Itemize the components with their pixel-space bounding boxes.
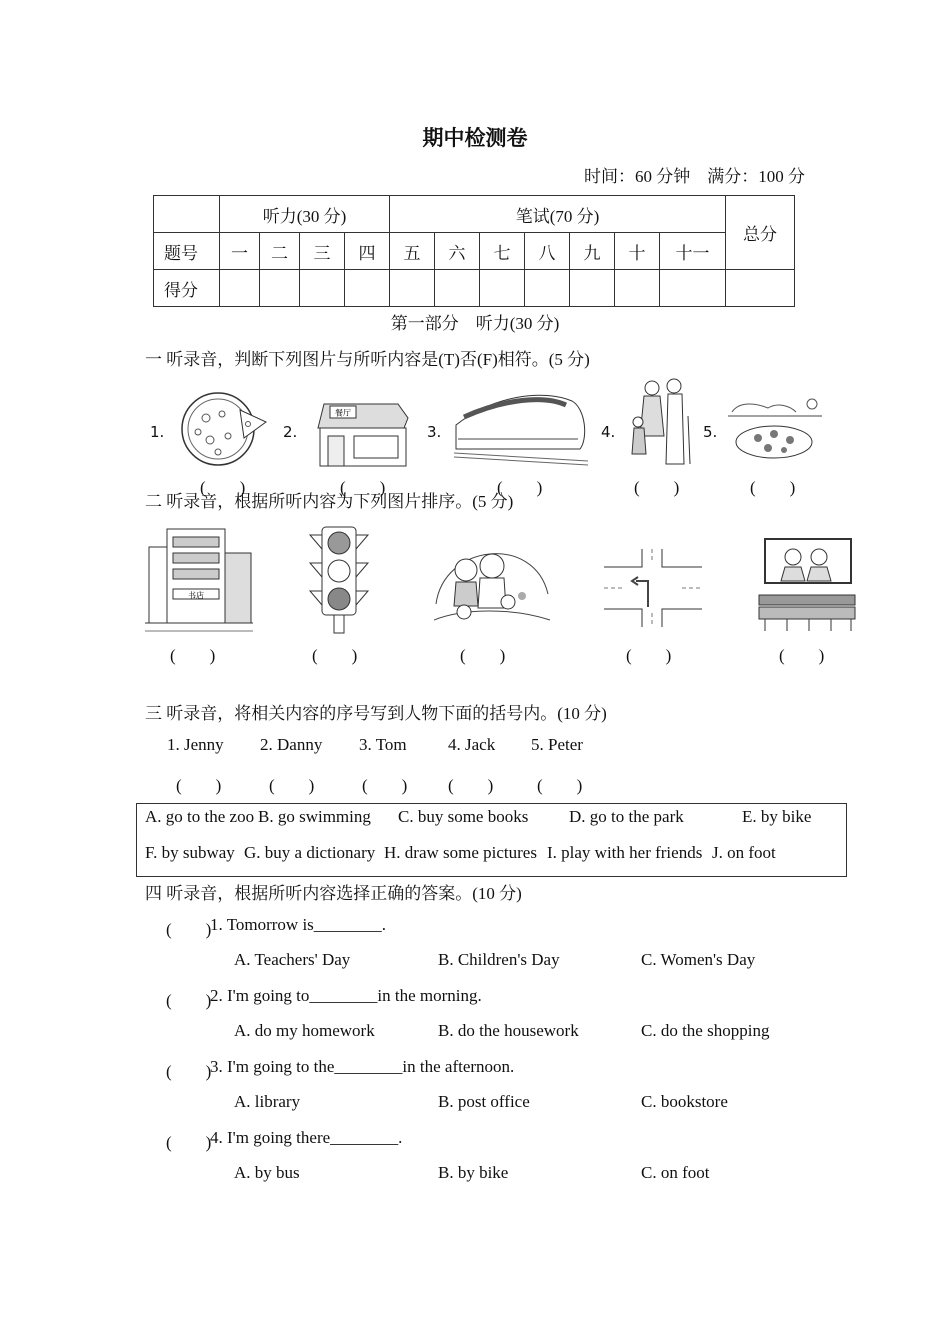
score-cell[interactable]	[726, 270, 795, 307]
person-name: 5. Peter	[531, 735, 583, 754]
score-cell[interactable]	[570, 270, 615, 307]
score-cell[interactable]	[480, 270, 525, 307]
choice-b[interactable]: B. by bike	[438, 1163, 509, 1182]
item-number: 5.	[703, 423, 718, 441]
person-name: 4. Jack	[448, 735, 496, 754]
item-number: 2.	[283, 423, 298, 441]
page-title: 期中检测卷	[422, 126, 528, 150]
table-cell: 二	[260, 233, 300, 270]
option: E. by bike	[742, 807, 812, 826]
option: G. buy a dictionary	[244, 843, 376, 862]
question-text: 1. Tomorrow is________.	[210, 915, 387, 934]
option: D. go to the park	[569, 807, 684, 826]
table-corner	[154, 196, 220, 233]
answer-bracket[interactable]: ( )	[626, 646, 672, 665]
answer-bracket[interactable]: ( )	[166, 1062, 212, 1081]
item-number: 4.	[601, 423, 616, 441]
writing-header: 笔试(70 分)	[390, 196, 726, 233]
choice-c[interactable]: C. Women's Day	[641, 950, 756, 969]
choice-c[interactable]: C. do the shopping	[641, 1021, 770, 1040]
score-cell[interactable]	[435, 270, 480, 307]
crossroad-turn-icon	[602, 547, 705, 629]
answer-bracket[interactable]: ( )	[779, 646, 825, 665]
pizza-icon	[178, 388, 270, 468]
answer-bracket[interactable]: ( )	[497, 478, 543, 497]
listening-header: 听力(30 分)	[220, 196, 390, 233]
score-cell[interactable]	[345, 270, 390, 307]
section-2-heading: 二 听录音，根据所听内容为下列图片排序。(5 分)	[145, 492, 514, 511]
table-cell: 七	[480, 233, 525, 270]
answer-bracket[interactable]: ( )	[166, 1133, 212, 1152]
option: H. draw some pictures	[384, 843, 537, 862]
section-4-heading: 四 听录音，根据所听内容选择正确的答案。(10 分)	[145, 884, 522, 903]
item-number: 3.	[427, 423, 442, 441]
row-label-number: 题号	[154, 233, 220, 270]
choice-b[interactable]: B. Children's Day	[438, 950, 560, 969]
person-name: 2. Danny	[260, 735, 323, 754]
row-label-score: 得分	[154, 270, 220, 307]
cinema-icon	[757, 537, 857, 633]
food-plate-icon	[728, 394, 823, 460]
restaurant-sign: 餐厅	[335, 408, 351, 418]
answer-bracket[interactable]: ( )	[170, 646, 216, 665]
table-cell: 三	[300, 233, 345, 270]
option: F. by subway	[145, 843, 235, 862]
option: A. go to the zoo	[145, 807, 255, 826]
question-text: 2. I'm going to________in the morning.	[210, 986, 482, 1005]
table-cell: 十	[615, 233, 660, 270]
answer-bracket[interactable]: ( )	[166, 920, 212, 939]
answer-bracket[interactable]: ( )	[269, 776, 315, 795]
choice-b[interactable]: B. do the housework	[438, 1021, 579, 1040]
score-cell[interactable]	[525, 270, 570, 307]
table-cell: 八	[525, 233, 570, 270]
section-3-heading: 三 听录音，将相关内容的序号写到人物下面的括号内。(10 分)	[145, 704, 607, 723]
bookstore-sign: 书店	[188, 591, 204, 600]
family-group-icon	[434, 534, 551, 634]
choice-a[interactable]: A. library	[234, 1092, 301, 1111]
restaurant-icon	[314, 400, 412, 468]
bookstore-building-icon	[145, 527, 253, 633]
answer-bracket[interactable]: ( )	[200, 478, 246, 497]
person-name: 1. Jenny	[167, 735, 224, 754]
question-text: 4. I'm going there________.	[210, 1128, 403, 1147]
choice-a[interactable]: A. do my homework	[234, 1021, 375, 1040]
table-cell: 六	[435, 233, 480, 270]
table-cell: 四	[345, 233, 390, 270]
table-cell: 九	[570, 233, 615, 270]
section-1-heading: 一 听录音，判断下列图片与所听内容是(T)否(F)相符。(5 分)	[145, 350, 590, 369]
answer-bracket[interactable]: ( )	[362, 776, 408, 795]
table-cell: 一	[220, 233, 260, 270]
answer-bracket[interactable]: ( )	[448, 776, 494, 795]
option: I. play with her friends	[547, 843, 703, 862]
answer-bracket[interactable]: ( )	[537, 776, 583, 795]
option: C. buy some books	[398, 807, 529, 826]
person-name: 3. Tom	[359, 735, 407, 754]
part-heading: 第一部分 听力(30 分)	[390, 314, 560, 333]
score-cell[interactable]	[615, 270, 660, 307]
table-cell: 五	[390, 233, 435, 270]
traffic-light-icon	[306, 525, 374, 635]
score-cell[interactable]	[300, 270, 345, 307]
score-cell[interactable]	[660, 270, 726, 307]
answer-bracket[interactable]: ( )	[460, 646, 506, 665]
choice-a[interactable]: A. Teachers' Day	[234, 950, 351, 969]
total-header: 总分	[726, 196, 795, 270]
table-cell: 十一	[660, 233, 726, 270]
choice-a[interactable]: A. by bus	[234, 1163, 300, 1182]
choice-c[interactable]: C. on foot	[641, 1163, 710, 1182]
option: B. go swimming	[258, 807, 371, 826]
answer-bracket[interactable]: ( )	[176, 776, 222, 795]
item-number: 1.	[150, 423, 165, 441]
choice-c[interactable]: C. bookstore	[641, 1092, 728, 1111]
score-cell[interactable]	[220, 270, 260, 307]
score-cell[interactable]	[260, 270, 300, 307]
answer-bracket[interactable]: ( )	[340, 478, 386, 497]
family-icon	[626, 376, 694, 468]
option: J. on foot	[712, 843, 776, 862]
answer-bracket[interactable]: ( )	[634, 478, 680, 497]
answer-bracket[interactable]: ( )	[750, 478, 796, 497]
answer-bracket[interactable]: ( )	[312, 646, 358, 665]
score-table	[153, 195, 795, 307]
score-cell[interactable]	[390, 270, 435, 307]
train-icon	[454, 385, 589, 467]
question-text: 3. I'm going to the________in the afternoon.	[210, 1057, 515, 1076]
choice-b[interactable]: B. post office	[438, 1092, 530, 1111]
exam-meta: 时间：60 分钟 满分：100 分	[584, 167, 805, 186]
answer-bracket[interactable]: ( )	[166, 991, 212, 1010]
